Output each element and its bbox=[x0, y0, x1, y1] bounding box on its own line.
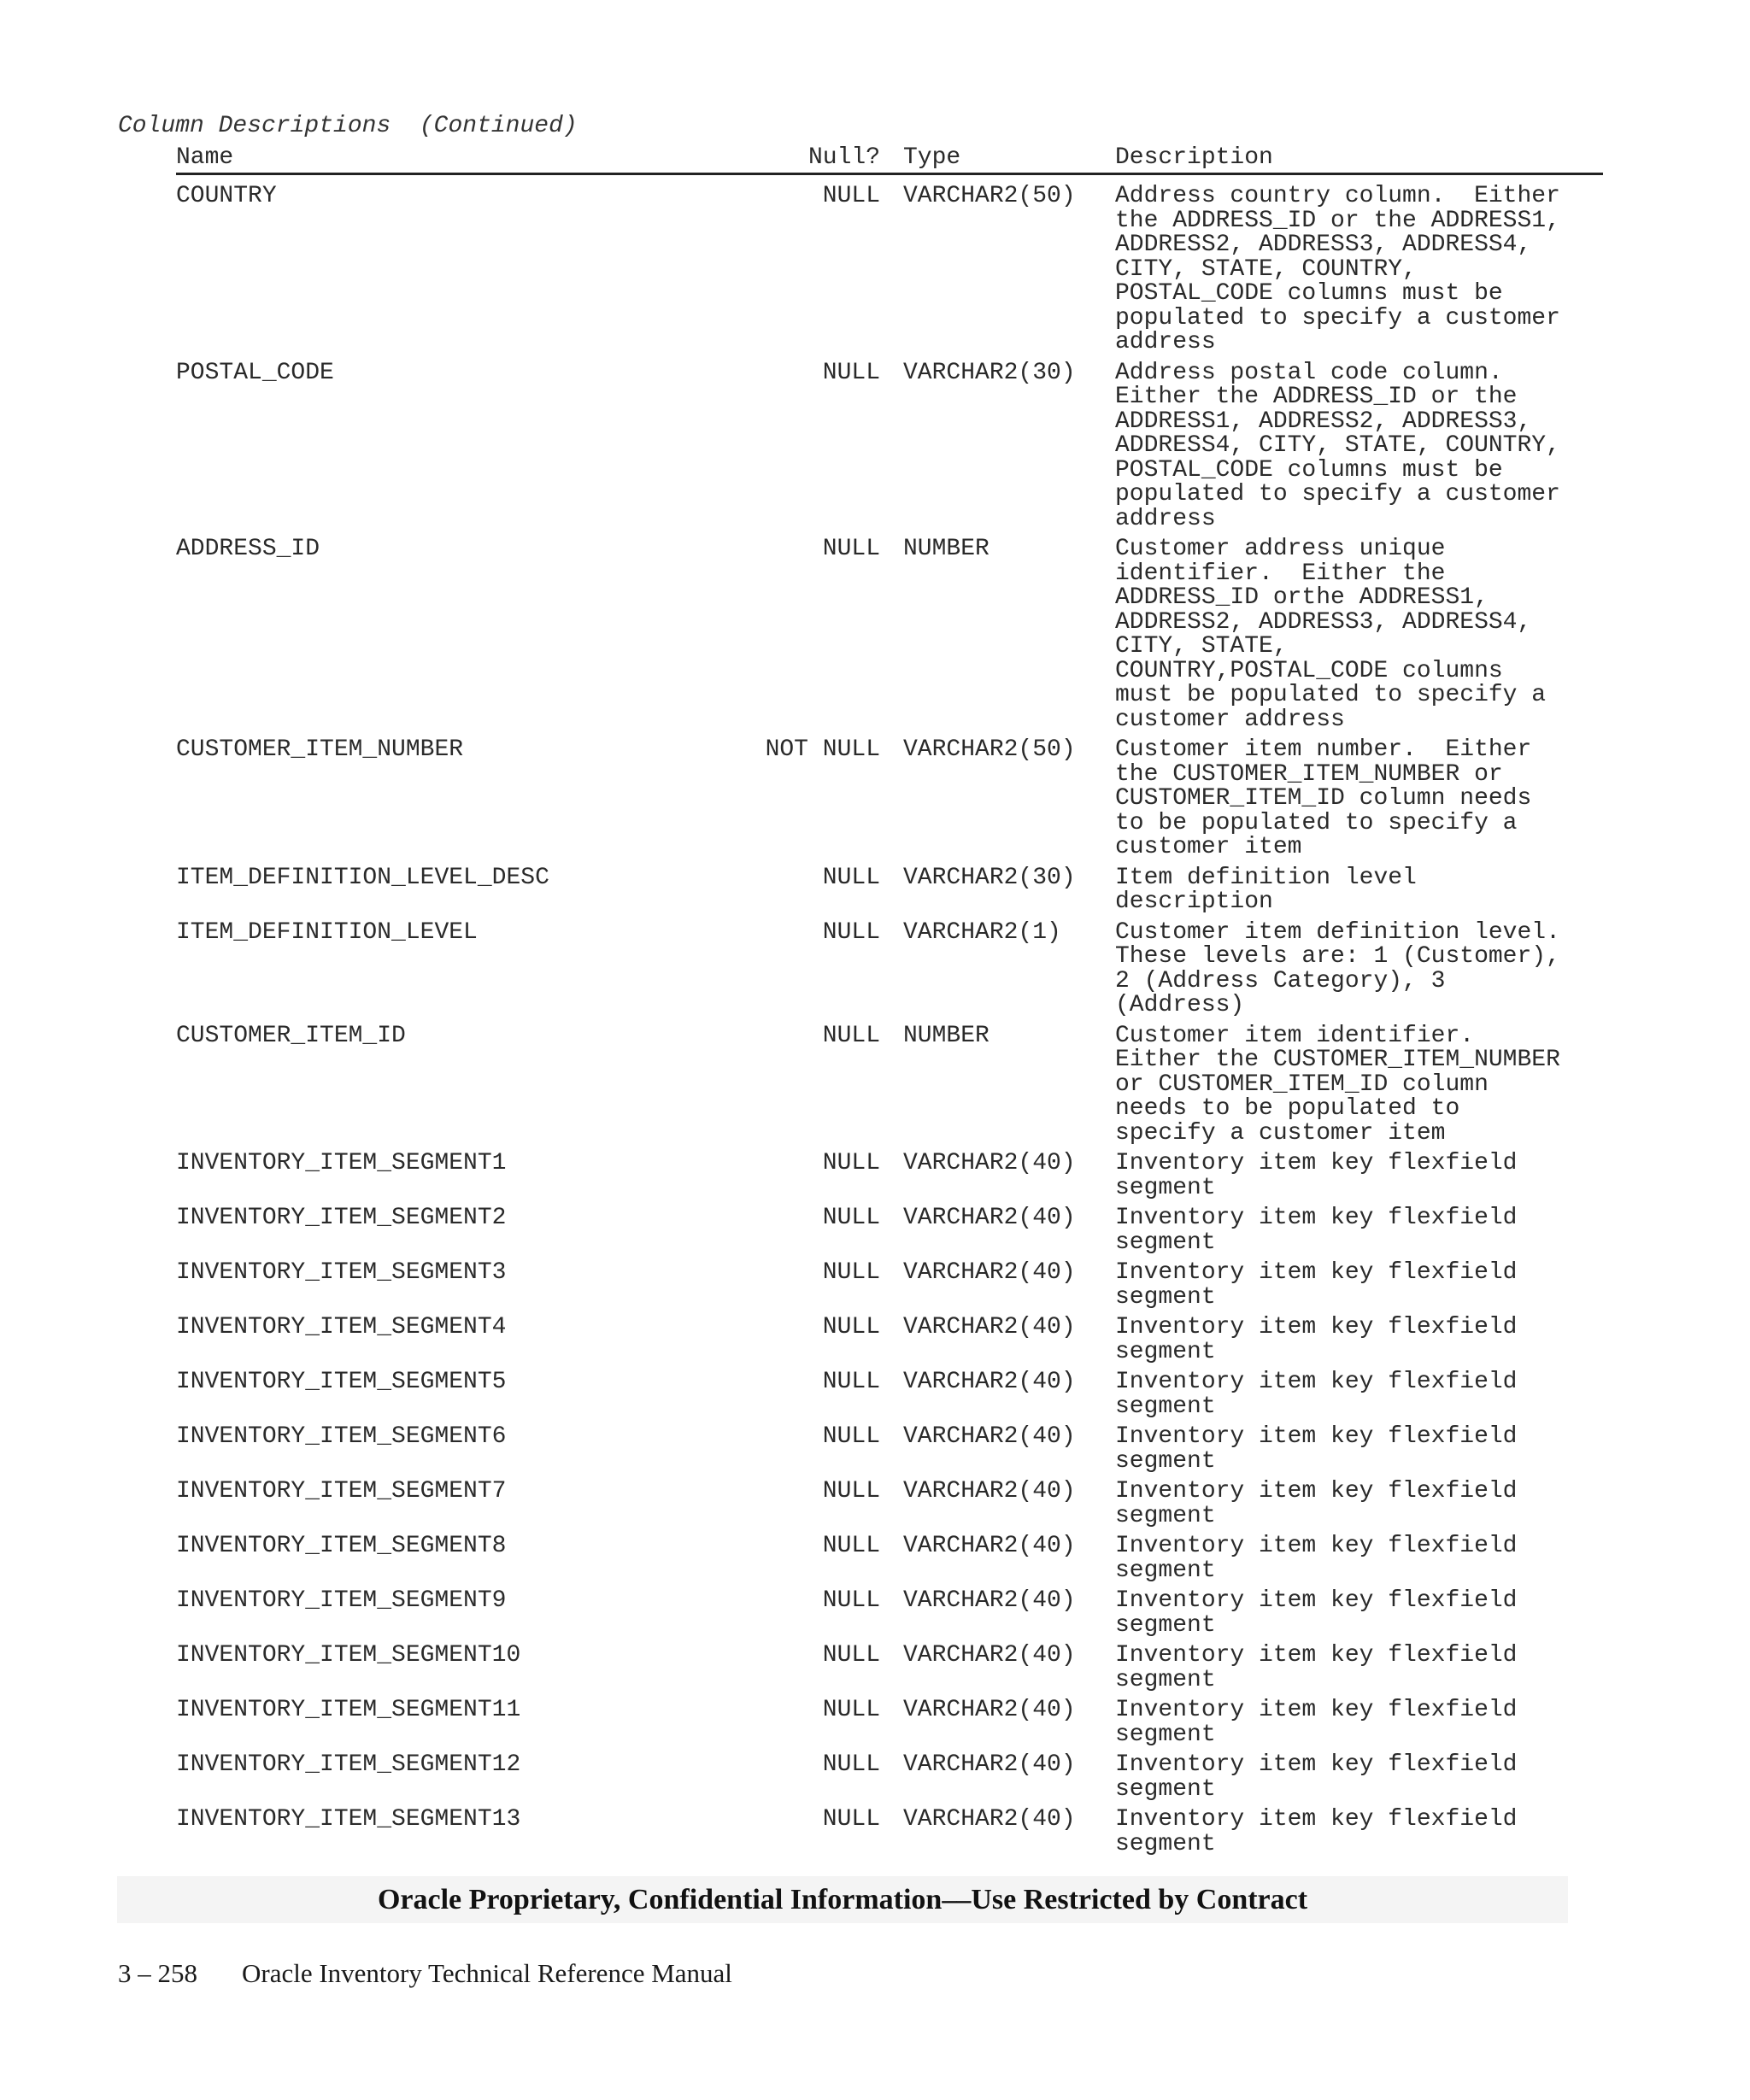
column-type: VARCHAR2(50) bbox=[903, 736, 1076, 763]
column-name: CUSTOMER_ITEM_ID bbox=[176, 1022, 406, 1049]
table-row bbox=[176, 1152, 1603, 1200]
column-description: Inventory item key flexfield segment bbox=[1115, 1806, 1518, 1857]
table-row bbox=[176, 738, 1603, 860]
column-type: VARCHAR2(1) bbox=[903, 918, 1061, 946]
column-type: VARCHAR2(40) bbox=[903, 1205, 1076, 1231]
column-name: INVENTORY_ITEM_SEGMENT13 bbox=[176, 1806, 521, 1833]
column-description: Inventory item key flexfield segment bbox=[1115, 1751, 1518, 1803]
column-name: INVENTORY_ITEM_SEGMENT11 bbox=[176, 1697, 521, 1723]
column-type: VARCHAR2(40) bbox=[903, 1423, 1076, 1450]
column-type: VARCHAR2(30) bbox=[903, 864, 1076, 891]
column-null: NULL bbox=[822, 1806, 880, 1833]
column-description: Inventory item key flexfield segment bbox=[1115, 1205, 1518, 1256]
column-type: VARCHAR2(40) bbox=[903, 1806, 1076, 1833]
column-description: Inventory item key flexfield segment bbox=[1115, 1478, 1518, 1529]
manual-title: Oracle Inventory Technical Reference Manual bbox=[242, 1958, 732, 1988]
column-description: Inventory item key flexfield segment bbox=[1115, 1150, 1518, 1201]
table-row bbox=[176, 1024, 1603, 1147]
column-description: Customer address unique identifier. Either the ADDRESS_ID orthe ADDRESS1, ADDRESS2, ADDRESS3, ADDRESS4, CITY, STATE, COUNTRY,POSTAL_CODE columns must be populated to specify a customer address bbox=[1115, 536, 1547, 733]
table-header bbox=[176, 146, 1603, 175]
column-description: Inventory item key flexfield segment bbox=[1115, 1369, 1518, 1420]
column-name: INVENTORY_ITEM_SEGMENT4 bbox=[176, 1314, 507, 1340]
column-type: VARCHAR2(50) bbox=[903, 183, 1076, 209]
table-row bbox=[176, 866, 1603, 915]
column-name: INVENTORY_ITEM_SEGMENT7 bbox=[176, 1478, 507, 1505]
column-name: INVENTORY_ITEM_SEGMENT1 bbox=[176, 1150, 507, 1176]
column-description: Inventory item key flexfield segment bbox=[1115, 1642, 1518, 1693]
column-null: NULL bbox=[822, 1423, 880, 1450]
column-name: INVENTORY_ITEM_SEGMENT5 bbox=[176, 1369, 507, 1395]
table-body bbox=[176, 185, 1603, 1862]
table-row bbox=[176, 1589, 1603, 1638]
table-row bbox=[176, 1206, 1603, 1255]
column-name: INVENTORY_ITEM_SEGMENT2 bbox=[176, 1205, 507, 1231]
column-type: VARCHAR2(40) bbox=[903, 1314, 1076, 1340]
column-type: VARCHAR2(40) bbox=[903, 1259, 1076, 1286]
column-name: INVENTORY_ITEM_SEGMENT10 bbox=[176, 1642, 521, 1669]
column-type: VARCHAR2(40) bbox=[903, 1150, 1076, 1176]
column-description: Customer item number. Either the CUSTOMER_ITEM_NUMBER or CUSTOMER_ITEM_ID column needs to be populated to specify a customer item bbox=[1115, 736, 1532, 860]
table-row bbox=[176, 361, 1603, 532]
column-null: NULL bbox=[822, 536, 880, 562]
table-row bbox=[176, 918, 1603, 1018]
table-row bbox=[176, 1644, 1603, 1692]
column-type: VARCHAR2(40) bbox=[903, 1697, 1076, 1723]
table-row bbox=[176, 185, 1603, 355]
column-null: NULL bbox=[822, 1587, 880, 1614]
column-null: NULL bbox=[822, 1751, 880, 1778]
table-row bbox=[176, 1316, 1603, 1364]
page-number: 3 – 258 bbox=[118, 1958, 197, 1988]
column-description: Customer item definition level. These levels are: 1 (Customer), 2 (Address Category), 3 (Address) bbox=[1115, 918, 1560, 1018]
column-description: Inventory item key flexfield segment bbox=[1115, 1314, 1518, 1365]
table-row bbox=[176, 1698, 1603, 1747]
column-null: NULL bbox=[822, 1642, 880, 1669]
column-name: INVENTORY_ITEM_SEGMENT6 bbox=[176, 1423, 507, 1450]
column-type: VARCHAR2(30) bbox=[903, 359, 1076, 386]
column-description: Inventory item key flexfield segment bbox=[1115, 1697, 1518, 1748]
column-name: POSTAL_CODE bbox=[176, 359, 334, 386]
column-type: NUMBER bbox=[903, 1022, 990, 1049]
column-name: INVENTORY_ITEM_SEGMENT3 bbox=[176, 1259, 507, 1286]
table-row bbox=[176, 1480, 1603, 1528]
column-header-description: Description bbox=[1115, 144, 1273, 171]
column-name: CUSTOMER_ITEM_NUMBER bbox=[176, 736, 464, 763]
column-name: COUNTRY bbox=[176, 183, 277, 209]
column-description: Item definition level description bbox=[1115, 864, 1417, 915]
column-null: NULL bbox=[822, 1533, 880, 1559]
table-caption: Column Descriptions (Continued) bbox=[118, 113, 578, 139]
table-row bbox=[176, 1425, 1603, 1474]
column-description: Address country column. Either the ADDRESS_ID or the ADDRESS1, ADDRESS2, ADDRESS3, ADDRESS4, CITY, STATE, COUNTRY, POSTAL_CODE columns must be populated to specify a customer address bbox=[1115, 183, 1560, 355]
column-name: ITEM_DEFINITION_LEVEL bbox=[176, 918, 478, 946]
column-null: NULL bbox=[822, 918, 880, 946]
column-name: INVENTORY_ITEM_SEGMENT12 bbox=[176, 1751, 521, 1778]
column-header-type: Type bbox=[903, 144, 961, 171]
column-null: NULL bbox=[822, 359, 880, 386]
column-null: NULL bbox=[822, 1478, 880, 1505]
table-row bbox=[176, 1261, 1603, 1310]
table-row bbox=[176, 1370, 1603, 1419]
column-name: ITEM_DEFINITION_LEVEL_DESC bbox=[176, 864, 549, 891]
column-description: Address postal code column. Either the ADDRESS_ID or the ADDRESS1, ADDRESS2, ADDRESS3, ADDRESS4, CITY, STATE, COUNTRY, POSTAL_CODE columns must be populated to specify a customer address bbox=[1115, 359, 1560, 532]
column-name: INVENTORY_ITEM_SEGMENT8 bbox=[176, 1533, 507, 1559]
column-null: NOT NULL bbox=[765, 736, 880, 763]
column-description: Inventory item key flexfield segment bbox=[1115, 1587, 1518, 1639]
table-row bbox=[176, 537, 1603, 732]
column-description: Inventory item key flexfield segment bbox=[1115, 1533, 1518, 1584]
column-null: NULL bbox=[822, 1697, 880, 1723]
column-description: Customer item identifier. Either the CUSTOMER_ITEM_NUMBER or CUSTOMER_ITEM_ID column needs to be populated to specify a customer item bbox=[1115, 1022, 1560, 1147]
column-header-null: Null? bbox=[807, 144, 880, 171]
column-type: VARCHAR2(40) bbox=[903, 1369, 1076, 1395]
table-row bbox=[176, 1808, 1603, 1857]
column-type: VARCHAR2(40) bbox=[903, 1642, 1076, 1669]
column-description: Inventory item key flexfield segment bbox=[1115, 1423, 1518, 1475]
column-null: NULL bbox=[822, 1022, 880, 1049]
column-null: NULL bbox=[822, 1369, 880, 1395]
column-null: NULL bbox=[822, 864, 880, 891]
confidentiality-banner: Oracle Proprietary, Confidential Information––Use Restricted by Contract bbox=[117, 1876, 1568, 1923]
column-description: Inventory item key flexfield segment bbox=[1115, 1259, 1518, 1311]
column-type: VARCHAR2(40) bbox=[903, 1587, 1076, 1614]
table-row bbox=[176, 1534, 1603, 1583]
column-header-name: Name bbox=[176, 144, 234, 171]
column-type: VARCHAR2(40) bbox=[903, 1478, 1076, 1505]
page-footer bbox=[118, 1958, 732, 1989]
column-null: NULL bbox=[822, 1259, 880, 1286]
column-null: NULL bbox=[822, 183, 880, 209]
column-type: NUMBER bbox=[903, 536, 990, 562]
column-null: NULL bbox=[822, 1150, 880, 1176]
column-null: NULL bbox=[822, 1205, 880, 1231]
column-type: VARCHAR2(40) bbox=[903, 1751, 1076, 1778]
column-null: NULL bbox=[822, 1314, 880, 1340]
table-row bbox=[176, 1753, 1603, 1802]
column-name: INVENTORY_ITEM_SEGMENT9 bbox=[176, 1587, 507, 1614]
column-type: VARCHAR2(40) bbox=[903, 1533, 1076, 1559]
column-name: ADDRESS_ID bbox=[176, 536, 320, 562]
